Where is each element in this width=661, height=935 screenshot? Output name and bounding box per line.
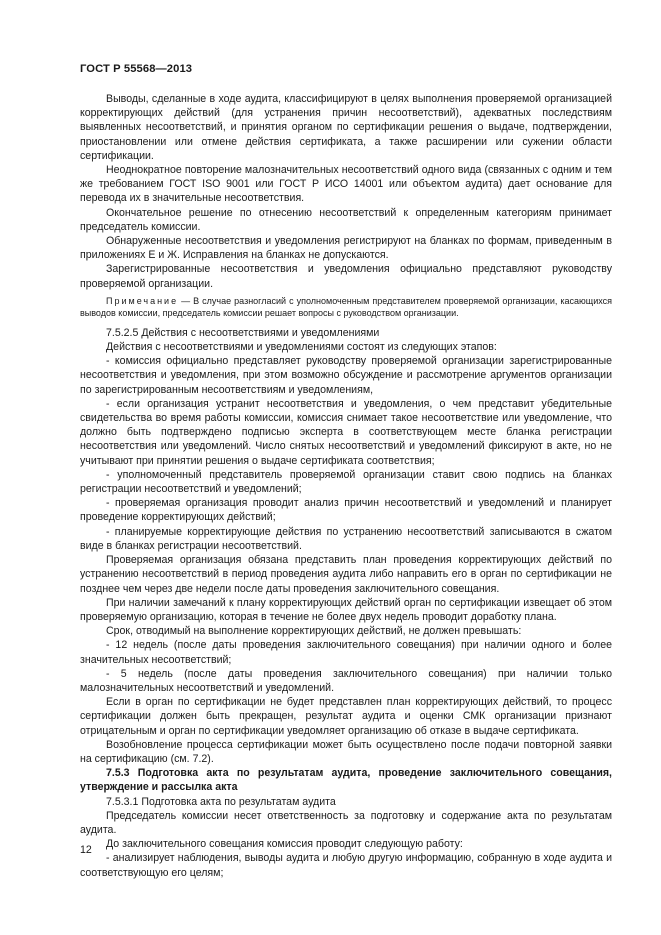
list-item: - уполномоченный представитель проверяемой организации ставит свою подпись на бланках регистрации несоответствий и уведомлений; bbox=[80, 468, 612, 496]
page-number: 12 bbox=[80, 844, 92, 856]
subsection-title: 7.5.3.1 Подготовка акта по результатам аудита bbox=[106, 795, 336, 808]
list-item: - если организация устранит несоответствия и уведомления, о чем представит убедительные свидетельства во время работы комиссии, комиссия снимает такое несоответствие или уведомление, что должно быть подтверждено подписью эксперта в соответствующем месте бланка регистрации несоответствия или уведомлений. Число снятых несоответствий и уведомлений фиксируют в акте, но не учитывают при принятии решения о выдаче сертификата соответствия; bbox=[80, 397, 612, 467]
subsection-title: 7.5.2.5 Действия с несоответствиями и уведомлениями bbox=[106, 326, 380, 339]
paragraph: Действия с несоответствиями и уведомлениями состоят из следующих этапов: bbox=[106, 341, 497, 354]
document-header: ГОСТ Р 55568—2013 bbox=[80, 63, 193, 75]
paragraph: Председатель комиссии несет ответственность за подготовку и содержание акта по результатам аудита. bbox=[80, 809, 612, 836]
paragraph: Проверяемая организация обязана представить план проведения корректирующих действий по устранению несоответствий в период проведения аудита либо направить его в орган по сертификации не позднее чем через две недели после даты проведения заключительного совещания. bbox=[80, 554, 612, 595]
list-item: - комиссия официально представляет руководству проверяемой организации зарегистрированные несоответствия и уведомления, при этом возможно обсуждение и рассмотрение аргументов организации по зарегистрированным несоответствиям и уведомлениям, bbox=[80, 355, 612, 396]
list-item: - 5 недель (после даты проведения заключительного совещания) при наличии только малозначительных несоответствий и уведомлений. bbox=[80, 667, 612, 694]
paragraph: Обнаруженные несоответствия и уведомления регистрируют на бланках по формам, приведенным в приложениях Е и Ж. Исправления на бланках не допускаются. bbox=[80, 235, 612, 262]
paragraph: При наличии замечаний к плану корректирующих действий орган по сертификации извещает об этом проверяемую организацию, которая в течение не более двух недель проводит доработку плана. bbox=[80, 596, 612, 623]
list-item: - 12 недель (после даты проведения заключительного совещания) при наличии одного и более значительных несоответствий; bbox=[80, 639, 612, 666]
paragraph: Зарегистрированные несоответствия и уведомления официально представляют руководству проверяемой организации. bbox=[80, 263, 612, 290]
list-item: - планируемые корректирующие действия по устранению несоответствий записываются в сжатом виде в бланках регистрации несоответствий. bbox=[80, 525, 612, 552]
paragraph: Если в орган по сертификации не будет представлен план корректирующих действий, то процесс сертификации должен быть прекращен, результат аудита и оценки СМК организации признают отрицательным и орган по сертификации уведомляет организацию об отказе в выдаче сертификата. bbox=[80, 696, 612, 737]
paragraph: Возобновление процесса сертификации может быть осуществлено после подачи повторной заявки на сертификацию (см. 7.2). bbox=[80, 738, 612, 765]
paragraph: До заключительного совещания комиссия проводит следующую работу: bbox=[106, 838, 463, 851]
note-label: Примечание bbox=[106, 295, 179, 306]
list-item: - анализирует наблюдения, выводы аудита и любую другую информацию, собранную в ходе аудита и соответствующую его целям; bbox=[80, 852, 612, 879]
note bbox=[80, 295, 612, 319]
document-body bbox=[80, 92, 612, 880]
note-text: — В случае разногласий с уполномоченным представителем проверяемой организации, касающихся выводов комиссии, председатель комиссии решает вопросы с руководством организации. bbox=[80, 295, 612, 318]
list-item: - проверяемая организация проводит анализ причин несоответствий и уведомлений и планирует проведение корректирующих действий; bbox=[80, 497, 612, 524]
paragraph: Неоднократное повторение малозначительных несоответствий одного вида (связанных с одним и тем же требованием ГОСТ ISO 9001 или ГОСТ Р ИСО 14001 или объектом аудита) дает основание для перевода их в значительные несоответствия. bbox=[80, 164, 612, 205]
paragraph: Срок, отводимый на выполнение корректирующих действий, не должен превышать: bbox=[106, 625, 522, 638]
paragraph: Выводы, сделанные в ходе аудита, классифицируют в целях выполнения проверяемой организацией корректирующих действий (для устранения причин несоответствий), адекватных последствиям выявленных несоответствий, и принятия органом по сертификации решения о выдаче, подтверждении, приостановлении или отмене действия сертификата, а также расширении или сужении области сертификации. bbox=[80, 93, 612, 162]
section-heading: 7.5.3 Подготовка акта по результатам аудита, проведение заключительного совещания, утверждение и рассылка акта bbox=[80, 767, 612, 794]
paragraph: Окончательное решение по отнесению несоответствий к определенным категориям принимает председатель комиссии. bbox=[80, 206, 612, 233]
